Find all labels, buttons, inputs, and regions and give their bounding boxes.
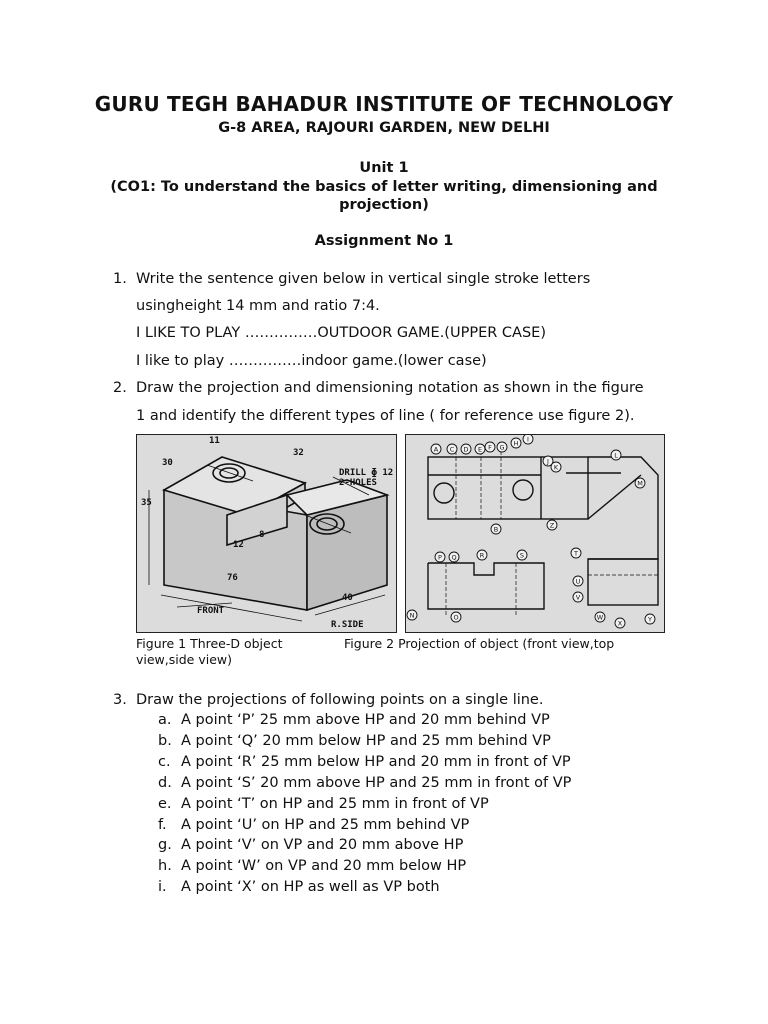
- fig2-callout-letter: B: [493, 525, 499, 534]
- q3-number: 3.: [113, 692, 127, 708]
- fig2-callout-letter: Z: [549, 521, 555, 530]
- fig1-dimension: 8: [259, 530, 265, 540]
- fig1-front-label: FRONT: [197, 606, 225, 616]
- fig1-dimension: 12: [233, 540, 244, 550]
- fig2-callout-letter: A: [433, 445, 439, 454]
- course-outcome: (CO1: To understand the basics of letter writing, dimensioning and projection): [110, 179, 658, 213]
- fig2-callout-letter: Y: [648, 615, 652, 624]
- institute-address: G-8 AREA, RAJOURI GARDEN, NEW DELHI: [218, 120, 550, 136]
- fig2-callout-letter: L: [614, 451, 618, 460]
- fig2-callout-letter: E: [477, 445, 483, 454]
- q1-line: usingheight 14 mm and ratio 7:4.: [136, 298, 380, 314]
- q3-heading: Draw the projections of following points on a single line.: [136, 692, 544, 708]
- q3-item-marker: d.: [158, 774, 172, 791]
- fig1-dimension: 32: [293, 448, 304, 458]
- fig2-callout-letter: D: [463, 445, 469, 454]
- q3-item-text: A point ‘P’ 25 mm above HP and 20 mm behind VP: [181, 712, 550, 728]
- institute-title: GURU TEGH BAHADUR INSTITUTE OF TECHNOLOGY: [94, 92, 674, 116]
- fig2-callout-letter: H: [513, 439, 519, 448]
- q3-item-marker: g.: [158, 837, 172, 854]
- fig1-dimension: 76: [227, 573, 238, 583]
- fig2-callout-letter: M: [637, 479, 643, 488]
- q3-item-marker: a.: [158, 712, 172, 728]
- fig1-dimension: 40: [342, 593, 353, 603]
- fig2-callout-letter: C: [449, 445, 455, 454]
- q1-number: 1.: [113, 271, 127, 287]
- q3-item-marker: e.: [158, 795, 172, 812]
- q3-item-text: A point ‘S’ 20 mm above HP and 25 mm in front of VP: [181, 774, 572, 791]
- fig2-callout-letter: O: [453, 613, 459, 622]
- q3-item-text: A point ‘V’ on VP and 20 mm above HP: [181, 837, 464, 854]
- q1-line-uppercase: I LIKE TO PLAY ……………OUTDOOR GAME.(UPPER CASE): [136, 325, 546, 341]
- fig2-callout-letter: V: [575, 593, 581, 602]
- fig2-callout-letter: S: [519, 551, 525, 560]
- q3-item-marker: b.: [158, 732, 172, 749]
- figure-1-caption-line: view,side view): [136, 652, 233, 667]
- assignment-heading: Assignment No 1: [314, 233, 454, 249]
- fig2-callout-letter: K: [553, 463, 559, 472]
- figure-1-caption-line: Figure 1 Three-D object: [136, 636, 283, 651]
- fig2-callout-letter: I: [527, 435, 529, 444]
- fig2-callout-letter: F: [488, 443, 492, 452]
- q1-line: Write the sentence given below in vertical single stroke letters: [136, 271, 591, 287]
- fig2-callout-letter: T: [574, 549, 578, 558]
- q2-line: Draw the projection and dimensioning notation as shown in the figure: [136, 380, 644, 396]
- fig2-callout-letter: G: [499, 443, 505, 452]
- figure-1-isometric-drawing: [136, 434, 397, 633]
- unit-heading: Unit 1: [359, 160, 409, 176]
- fig2-callout-letter: X: [617, 619, 623, 628]
- fig1-dimension: 30: [162, 458, 173, 468]
- fig2-callout-letter: U: [575, 577, 581, 586]
- q3-item-marker: c.: [158, 753, 171, 770]
- figure-2-projection-drawing: [405, 434, 665, 633]
- q3-item-text: A point ‘W’ on VP and 20 mm below HP: [181, 858, 467, 875]
- q1-line-lowercase: I like to play ……………indoor game.(lower case): [136, 353, 487, 369]
- figure-2-caption: Figure 2 Projection of object (front view,top: [344, 636, 615, 651]
- fig1-drill-label: DRILL ɸ 12: [339, 468, 394, 478]
- fig2-callout-letter: W: [596, 613, 604, 622]
- fig1-dimension: 11: [209, 436, 220, 446]
- fig2-callout-letter: J: [547, 457, 549, 466]
- q2-line: 1 and identify the different types of line ( for reference use figure 2).: [136, 408, 635, 424]
- q3-item-text: A point ‘U’ on HP and 25 mm behind VP: [181, 816, 470, 833]
- fig2-callout-letter: Q: [451, 553, 457, 562]
- q3-item-text: A point ‘T’ on HP and 25 mm in front of VP: [181, 795, 489, 812]
- q3-item-text: A point ‘Q’ 20 mm below HP and 25 mm behind VP: [181, 732, 551, 749]
- q3-item-marker: f.: [158, 816, 167, 833]
- fig2-callout-letter: R: [479, 551, 485, 560]
- fig1-dimension: 35: [141, 498, 152, 508]
- q3-item-text: A point ‘X’ on HP as well as VP both: [181, 879, 440, 896]
- fig2-callout-letter: N: [409, 611, 415, 620]
- q3-item-marker: h.: [158, 858, 172, 875]
- q2-number: 2.: [113, 380, 127, 396]
- fig2-callout-letter: P: [438, 553, 442, 562]
- q3-item-text: A point ‘R’ 25 mm below HP and 20 mm in front of VP: [181, 753, 571, 770]
- q3-item-marker: i.: [158, 879, 167, 896]
- fig1-rside-label: R.SIDE: [331, 620, 364, 630]
- fig1-holes-label: 2-HOLES: [339, 478, 377, 488]
